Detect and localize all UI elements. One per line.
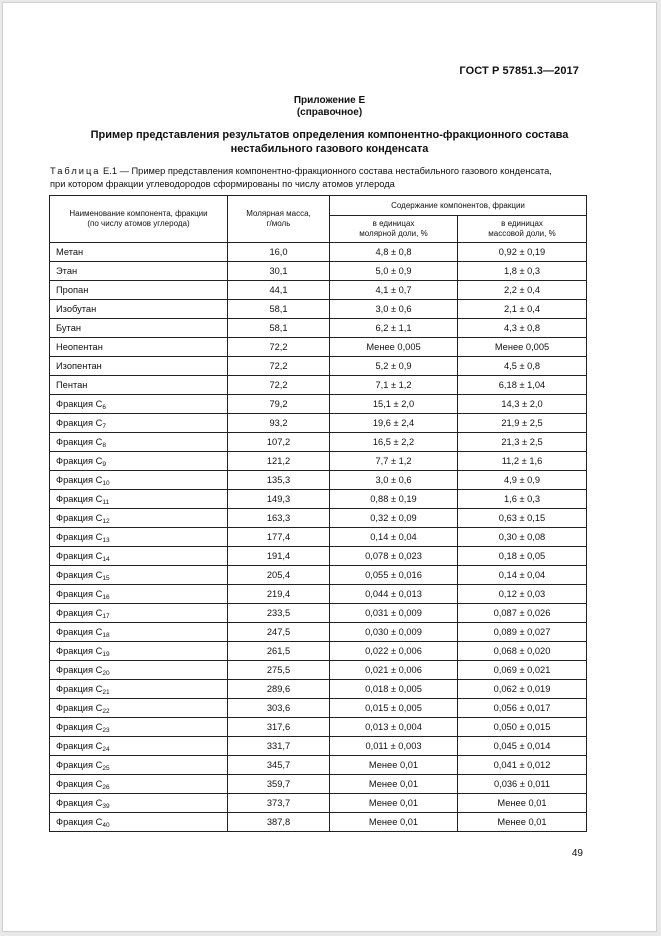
cell-component-name: Фракция $С_{40}$ (50, 813, 228, 832)
cell-component-name: Неопентан (50, 338, 228, 357)
cell-molar-mass: 30,1 (228, 262, 330, 281)
cell-molar-fraction: 0,018 ± 0,005 (330, 680, 458, 699)
cell-molar-mass: 177,4 (228, 528, 330, 547)
carbon-number-subscript: 21 (102, 689, 110, 696)
table-row (50, 699, 587, 718)
cell-molar-fraction: 15,1 ± 2,0 (330, 395, 458, 414)
cell-component-name: Метан (50, 243, 228, 262)
table-row (50, 471, 587, 490)
cell-molar-mass: 16,0 (228, 243, 330, 262)
carbon-number-subscript: 16 (102, 594, 110, 601)
cell-molar-mass: 219,4 (228, 585, 330, 604)
cell-component-name: Фракция $С_{17}$ (50, 604, 228, 623)
cell-mass-fraction: 0,92 ± 0,19 (458, 243, 587, 262)
cell-component-name: Фракция $С_6$ (50, 395, 228, 414)
carbon-number-subscript: 12 (102, 518, 110, 525)
appendix-subtitle: (справочное) (296, 107, 363, 118)
cell-mass-fraction: Менее 0,01 (458, 794, 587, 813)
cell-molar-mass: 289,6 (228, 680, 330, 699)
page-number: 49 (571, 848, 583, 859)
table-row (50, 566, 587, 585)
carbon-number-subscript: 19 (102, 651, 110, 658)
cell-mass-fraction: 2,1 ± 0,4 (458, 300, 587, 319)
table-row (50, 661, 587, 680)
cell-component-name: Фракция $С_{13}$ (50, 528, 228, 547)
cell-mass-fraction: 0,036 ± 0,011 (458, 775, 587, 794)
cell-mass-fraction: 0,18 ± 0,05 (458, 547, 587, 566)
cell-mass-fraction: 6,18 ± 1,04 (458, 376, 587, 395)
cell-component-name: Фракция $С_{26}$ (50, 775, 228, 794)
table-row (50, 604, 587, 623)
cell-molar-mass: 135,3 (228, 471, 330, 490)
cell-component-name: Фракция $С_{11}$ (50, 490, 228, 509)
cell-component-name: Изобутан (50, 300, 228, 319)
carbon-number-subscript: 18 (102, 632, 110, 639)
cell-molar-mass: 58,1 (228, 319, 330, 338)
cell-molar-mass: 58,1 (228, 300, 330, 319)
cell-component-name: Пропан (50, 281, 228, 300)
composition-table (49, 195, 587, 832)
appendix-title: Приложение Е (293, 95, 366, 106)
cell-molar-mass: 261,5 (228, 642, 330, 661)
cell-component-name: Фракция $С_{19}$ (50, 642, 228, 661)
cell-molar-fraction: 0,078 ± 0,023 (330, 547, 458, 566)
section-title-line1: Пример представления результатов определения компонентно-фракционного состава (90, 129, 569, 141)
carbon-number-subscript: 11 (102, 499, 110, 506)
table-row (50, 281, 587, 300)
cell-mass-fraction: 0,045 ± 0,014 (458, 737, 587, 756)
table-caption-number: Е.1 (103, 166, 118, 176)
cell-molar-mass: 331,7 (228, 737, 330, 756)
cell-molar-fraction: Менее 0,01 (330, 775, 458, 794)
carbon-number-subscript: 26 (102, 784, 110, 791)
cell-component-name: Изопентан (50, 357, 228, 376)
cell-molar-fraction: 7,7 ± 1,2 (330, 452, 458, 471)
cell-molar-mass: 233,5 (228, 604, 330, 623)
table-row (50, 243, 587, 262)
table-row (50, 585, 587, 604)
carbon-number-subscript: 23 (102, 727, 110, 734)
table-row (50, 623, 587, 642)
cell-mass-fraction: Менее 0,01 (458, 813, 587, 832)
table-row (50, 300, 587, 319)
cell-mass-fraction: 1,8 ± 0,3 (458, 262, 587, 281)
carbon-number-subscript: 7 (102, 423, 106, 430)
cell-molar-fraction: 0,030 ± 0,009 (330, 623, 458, 642)
cell-component-name: Фракция $С_8$ (50, 433, 228, 452)
header-content: Содержание компонентов, фракции (330, 196, 587, 216)
table-row (50, 433, 587, 452)
cell-molar-fraction: 0,021 ± 0,006 (330, 661, 458, 680)
cell-molar-mass: 72,2 (228, 338, 330, 357)
cell-molar-fraction: 5,0 ± 0,9 (330, 262, 458, 281)
cell-molar-fraction: 3,0 ± 0,6 (330, 300, 458, 319)
cell-molar-fraction: Менее 0,01 (330, 794, 458, 813)
cell-molar-mass: 44,1 (228, 281, 330, 300)
table-row (50, 756, 587, 775)
cell-mass-fraction: 0,14 ± 0,04 (458, 566, 587, 585)
cell-mass-fraction: 14,3 ± 2,0 (458, 395, 587, 414)
table-row (50, 528, 587, 547)
cell-molar-fraction: 0,015 ± 0,005 (330, 699, 458, 718)
table-row (50, 262, 587, 281)
cell-molar-fraction: 0,013 ± 0,004 (330, 718, 458, 737)
cell-molar-fraction: 19,6 ± 2,4 (330, 414, 458, 433)
cell-molar-mass: 275,5 (228, 661, 330, 680)
document-code: ГОСТ Р 57851.3—2017 (459, 65, 579, 77)
cell-molar-mass: 93,2 (228, 414, 330, 433)
table-row (50, 490, 587, 509)
carbon-number-subscript: 14 (102, 556, 110, 563)
table-row (50, 642, 587, 661)
cell-molar-mass: 345,7 (228, 756, 330, 775)
table-caption-text: — Пример представления компонентно-фракционного состава нестабильного газового конденсата, (119, 166, 552, 176)
cell-mass-fraction: 0,041 ± 0,012 (458, 756, 587, 775)
cell-component-name: Фракция $С_7$ (50, 414, 228, 433)
table-row (50, 319, 587, 338)
cell-mass-fraction: 4,3 ± 0,8 (458, 319, 587, 338)
cell-molar-mass: 79,2 (228, 395, 330, 414)
cell-component-name: Фракция $С_{15}$ (50, 566, 228, 585)
cell-molar-mass: 191,4 (228, 547, 330, 566)
cell-molar-fraction: 0,044 ± 0,013 (330, 585, 458, 604)
cell-molar-fraction: 4,8 ± 0,8 (330, 243, 458, 262)
cell-component-name: Фракция $С_{21}$ (50, 680, 228, 699)
carbon-number-subscript: 22 (102, 708, 110, 715)
carbon-number-subscript: 8 (102, 442, 106, 449)
table-caption (50, 165, 601, 190)
cell-mass-fraction: 21,3 ± 2,5 (458, 433, 587, 452)
cell-molar-mass: 387,8 (228, 813, 330, 832)
cell-component-name: Фракция $С_{39}$ (50, 794, 228, 813)
cell-mass-fraction: 0,087 ± 0,026 (458, 604, 587, 623)
cell-component-name: Фракция $С_{22}$ (50, 699, 228, 718)
carbon-number-subscript: 25 (102, 765, 110, 772)
cell-molar-fraction: Менее 0,01 (330, 813, 458, 832)
header-component-name: Наименование компонента, фракции (по числу атомов углерода) (50, 196, 228, 243)
cell-molar-fraction: 0,88 ± 0,19 (330, 490, 458, 509)
cell-molar-mass: 247,5 (228, 623, 330, 642)
table-row (50, 775, 587, 794)
table-row (50, 414, 587, 433)
cell-molar-fraction: 3,0 ± 0,6 (330, 471, 458, 490)
cell-mass-fraction: 0,63 ± 0,15 (458, 509, 587, 528)
cell-mass-fraction: 11,2 ± 1,6 (458, 452, 587, 471)
cell-component-name: Фракция $С_{25}$ (50, 756, 228, 775)
cell-molar-mass: 163,3 (228, 509, 330, 528)
cell-component-name: Бутан (50, 319, 228, 338)
cell-molar-mass: 303,6 (228, 699, 330, 718)
section-title-line2: нестабильного газового конденсата (230, 143, 429, 155)
table-header (50, 196, 587, 243)
table-row (50, 813, 587, 832)
carbon-number-subscript: 20 (102, 670, 110, 677)
cell-mass-fraction: 0,056 ± 0,017 (458, 699, 587, 718)
header-mass-fraction: в единицах массовой доли, % (458, 216, 587, 243)
cell-mass-fraction: 0,069 ± 0,021 (458, 661, 587, 680)
table-row (50, 509, 587, 528)
carbon-number-subscript: 6 (102, 404, 106, 411)
table-row (50, 395, 587, 414)
cell-molar-fraction: 0,14 ± 0,04 (330, 528, 458, 547)
carbon-number-subscript: 17 (102, 613, 110, 620)
cell-component-name: Пентан (50, 376, 228, 395)
cell-molar-fraction: 7,1 ± 1,2 (330, 376, 458, 395)
cell-molar-fraction: 0,32 ± 0,09 (330, 509, 458, 528)
cell-molar-fraction: 0,031 ± 0,009 (330, 604, 458, 623)
carbon-number-subscript: 39 (102, 803, 110, 810)
cell-mass-fraction: 2,2 ± 0,4 (458, 281, 587, 300)
cell-molar-fraction: 0,022 ± 0,006 (330, 642, 458, 661)
cell-mass-fraction: 0,089 ± 0,027 (458, 623, 587, 642)
cell-component-name: Фракция $С_9$ (50, 452, 228, 471)
table-row (50, 338, 587, 357)
cell-molar-fraction: 16,5 ± 2,2 (330, 433, 458, 452)
cell-molar-fraction: 0,011 ± 0,003 (330, 737, 458, 756)
cell-component-name: Фракция $С_{24}$ (50, 737, 228, 756)
cell-component-name: Фракция $С_{18}$ (50, 623, 228, 642)
table-row (50, 357, 587, 376)
cell-mass-fraction: 0,12 ± 0,03 (458, 585, 587, 604)
cell-molar-fraction: 0,055 ± 0,016 (330, 566, 458, 585)
carbon-number-subscript: 40 (102, 822, 110, 829)
cell-component-name: Этан (50, 262, 228, 281)
cell-mass-fraction: 0,068 ± 0,020 (458, 642, 587, 661)
table-row (50, 794, 587, 813)
cell-molar-mass: 317,6 (228, 718, 330, 737)
cell-molar-fraction: 4,1 ± 0,7 (330, 281, 458, 300)
cell-mass-fraction: 0,062 ± 0,019 (458, 680, 587, 699)
cell-molar-fraction: 5,2 ± 0,9 (330, 357, 458, 376)
table-caption-line2: при котором фракции углеводородов сформированы по числу атомов углерода (50, 178, 395, 189)
cell-molar-mass: 72,2 (228, 376, 330, 395)
cell-component-name: Фракция $С_{10}$ (50, 471, 228, 490)
cell-molar-mass: 121,2 (228, 452, 330, 471)
cell-molar-mass: 359,7 (228, 775, 330, 794)
cell-component-name: Фракция $С_{16}$ (50, 585, 228, 604)
header-molar-fraction: в единицах молярной доли, % (330, 216, 458, 243)
table-row (50, 547, 587, 566)
table-row (50, 718, 587, 737)
carbon-number-subscript: 15 (102, 575, 110, 582)
document-page (2, 2, 657, 932)
table-row (50, 680, 587, 699)
table-caption-label: Таблица (50, 166, 101, 176)
cell-molar-mass: 205,4 (228, 566, 330, 585)
section-title (53, 128, 606, 156)
cell-mass-fraction: 0,30 ± 0,08 (458, 528, 587, 547)
cell-mass-fraction: 0,050 ± 0,015 (458, 718, 587, 737)
carbon-number-subscript: 10 (102, 480, 110, 487)
cell-component-name: Фракция $С_{14}$ (50, 547, 228, 566)
cell-component-name: Фракция $С_{20}$ (50, 661, 228, 680)
cell-molar-mass: 72,2 (228, 357, 330, 376)
appendix-heading (3, 95, 656, 119)
cell-mass-fraction: 4,5 ± 0,8 (458, 357, 587, 376)
cell-molar-fraction: Менее 0,01 (330, 756, 458, 775)
header-molar-mass: Молярная масса, г/моль (228, 196, 330, 243)
cell-molar-fraction: 6,2 ± 1,1 (330, 319, 458, 338)
table-row (50, 737, 587, 756)
table-caption-line1 (50, 165, 601, 178)
cell-molar-mass: 149,3 (228, 490, 330, 509)
table-row (50, 452, 587, 471)
carbon-number-subscript: 24 (102, 746, 110, 753)
cell-mass-fraction: 21,9 ± 2,5 (458, 414, 587, 433)
cell-component-name: Фракция $С_{12}$ (50, 509, 228, 528)
carbon-number-subscript: 13 (102, 537, 110, 544)
cell-molar-mass: 107,2 (228, 433, 330, 452)
cell-mass-fraction: 4,9 ± 0,9 (458, 471, 587, 490)
cell-molar-mass: 373,7 (228, 794, 330, 813)
table-body (50, 243, 587, 832)
cell-mass-fraction: 1,6 ± 0,3 (458, 490, 587, 509)
table-row (50, 376, 587, 395)
cell-mass-fraction: Менее 0,005 (458, 338, 587, 357)
cell-component-name: Фракция $С_{23}$ (50, 718, 228, 737)
cell-molar-fraction: Менее 0,005 (330, 338, 458, 357)
carbon-number-subscript: 9 (102, 461, 106, 468)
